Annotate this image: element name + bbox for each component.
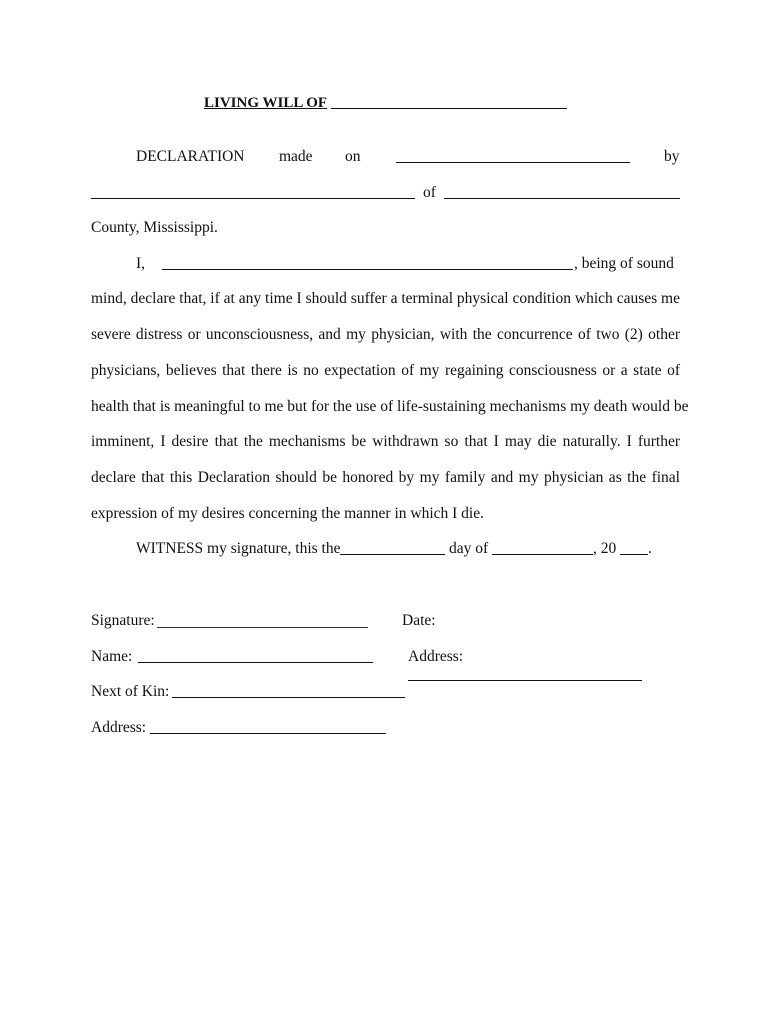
witness-day-blank[interactable] <box>340 554 445 555</box>
made-word: made <box>279 148 313 165</box>
county-name-blank[interactable] <box>444 198 680 199</box>
by-word: by <box>664 148 680 165</box>
witness-text: WITNESS my signature, this the <box>136 540 341 557</box>
declaration-date-blank[interactable] <box>396 162 630 163</box>
body-line: mind, declare that, if at any time I should suffer a terminal physical condition which causes me <box>91 290 680 307</box>
address-field-left[interactable] <box>150 733 386 734</box>
i-prefix-text: I, <box>136 255 146 272</box>
testator-name-blank[interactable] <box>331 108 567 109</box>
date-label: Date: <box>402 612 436 629</box>
next-of-kin-field[interactable] <box>172 697 405 698</box>
witness-period: . <box>648 540 652 557</box>
body-line: expression of my desires concerning the manner in which I die. <box>91 505 484 522</box>
year-prefix-text: , 20 <box>593 540 617 557</box>
signature-label: Signature: <box>91 612 155 629</box>
address-field-right[interactable] <box>408 680 642 681</box>
address-label-left: Address: <box>91 719 147 736</box>
witness-month-blank[interactable] <box>492 554 593 555</box>
signature-field[interactable] <box>157 627 368 628</box>
being-of-sound-text: , being of sound <box>574 255 674 272</box>
day-of-text: day of <box>449 540 489 557</box>
name-label: Name: <box>91 648 133 665</box>
body-line: physicians, believes that there is no expectation of my regaining consciousness or a state of <box>91 362 680 379</box>
of-word: of <box>423 184 436 201</box>
declaration-word: DECLARATION <box>136 148 245 165</box>
witness-year-blank[interactable] <box>620 554 648 555</box>
body-line: imminent, I desire that the mechanisms be withdrawn so that I may die naturally. I further <box>91 433 680 450</box>
body-line: declare that this Declaration should be honored by my family and my physician as the final <box>91 469 680 486</box>
declarant-name-blank[interactable] <box>91 198 415 199</box>
address-label-right: Address: <box>408 648 464 665</box>
county-mississippi-text: County, Mississippi. <box>91 219 218 236</box>
document-title: LIVING WILL OF <box>204 95 328 111</box>
next-of-kin-label: Next of Kin: <box>91 683 170 700</box>
name-field[interactable] <box>138 662 373 663</box>
body-line: health that is meaningful to me but for the use of life-sustaining mechanisms my death would be <box>91 398 689 415</box>
on-word: on <box>345 148 361 165</box>
body-line: severe distress or unconsciousness, and my physician, with the concurrence of two (2) other <box>91 326 680 343</box>
declarant-full-name-blank[interactable] <box>162 269 573 270</box>
